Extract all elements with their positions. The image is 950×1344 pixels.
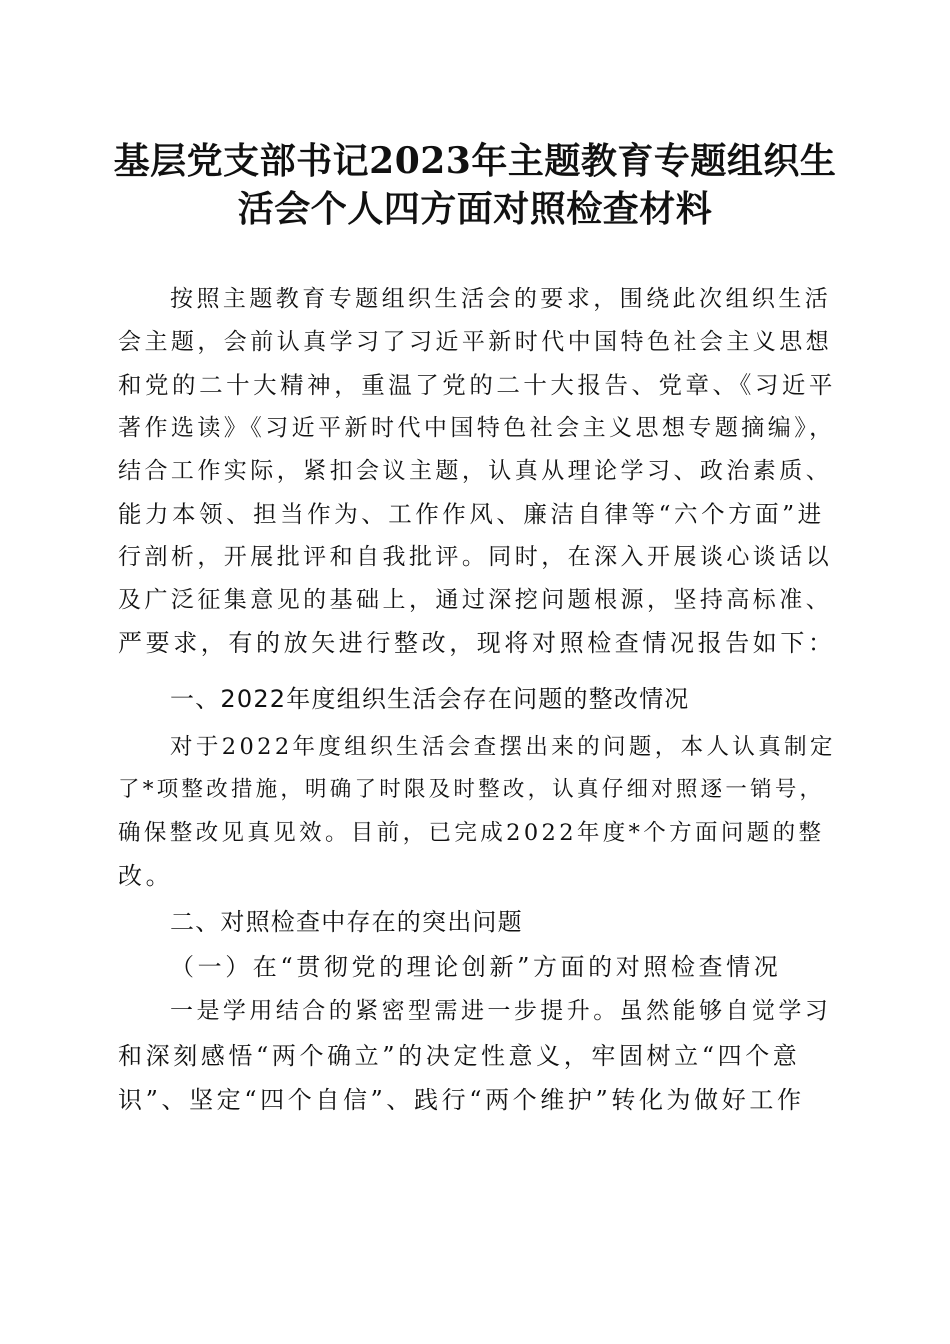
body-line: 会主题，会前认真学习了习近平新时代中国特色社会主义思想 (118, 329, 833, 355)
body-line: 严要求，有的放矢进行整改，现将对照检查情况报告如下： (118, 629, 836, 657)
body-line: 和党的二十大精神，重温了党的二十大报告、党章、《习近平 (118, 371, 836, 399)
section2-line: 一是学用结合的紧密型需进一步提升。虽然能够自觉学习 (170, 998, 832, 1024)
section-heading-1: 一、2022年度组织生活会存在问题的整改情况 (170, 685, 690, 713)
document-title-line-1: 基层党支部书记2023年主题教育专题组织生 (113, 140, 837, 182)
section-heading-2: 二、对照检查中存在的突出问题 (170, 908, 523, 936)
section2-line: 和深刻感悟“两个确立”的决定性意义，牢固树立“四个意 (118, 1042, 801, 1070)
section1-line: 了*项整改措施，明确了时限及时整改，认真仔细对照逐一销号， (118, 777, 825, 802)
body-line: 按照主题教育专题组织生活会的要求，围绕此次组织生活 (170, 286, 832, 312)
section1-line: 对于2022年度组织生活会查摆出来的问题，本人认真制定 (170, 734, 836, 760)
body-line: 行剖析，开展批评和自我批评。同时，在深入开展谈心谈话以 (118, 544, 833, 570)
section2-line: 识”、坚定“四个自信”、践行“两个维护”转化为做好工作 (118, 1086, 805, 1114)
body-line: 能力本领、担当作为、工作作风、廉洁自律等“六个方面”进 (118, 500, 825, 528)
section1-line: 改。 (118, 862, 174, 890)
body-line: 结合工作实际，紧扣会议主题，认真从理论学习、政治素质、 (118, 458, 833, 484)
document-title-line-2: 活会个人四方面对照检查材料 (237, 188, 713, 230)
body-line: 著作选读》《习近平新时代中国特色社会主义思想专题摘编》， (118, 415, 836, 441)
body-line: 及广泛征集意见的基础上，通过深挖问题根源，坚持高标准、 (118, 587, 833, 613)
section1-line: 确保整改见真见效。目前，已完成2022年度*个方面问题的整 (118, 820, 825, 846)
subsection-heading-1: （一）在“贯彻党的理论创新”方面的对照检查情况 (170, 953, 782, 981)
